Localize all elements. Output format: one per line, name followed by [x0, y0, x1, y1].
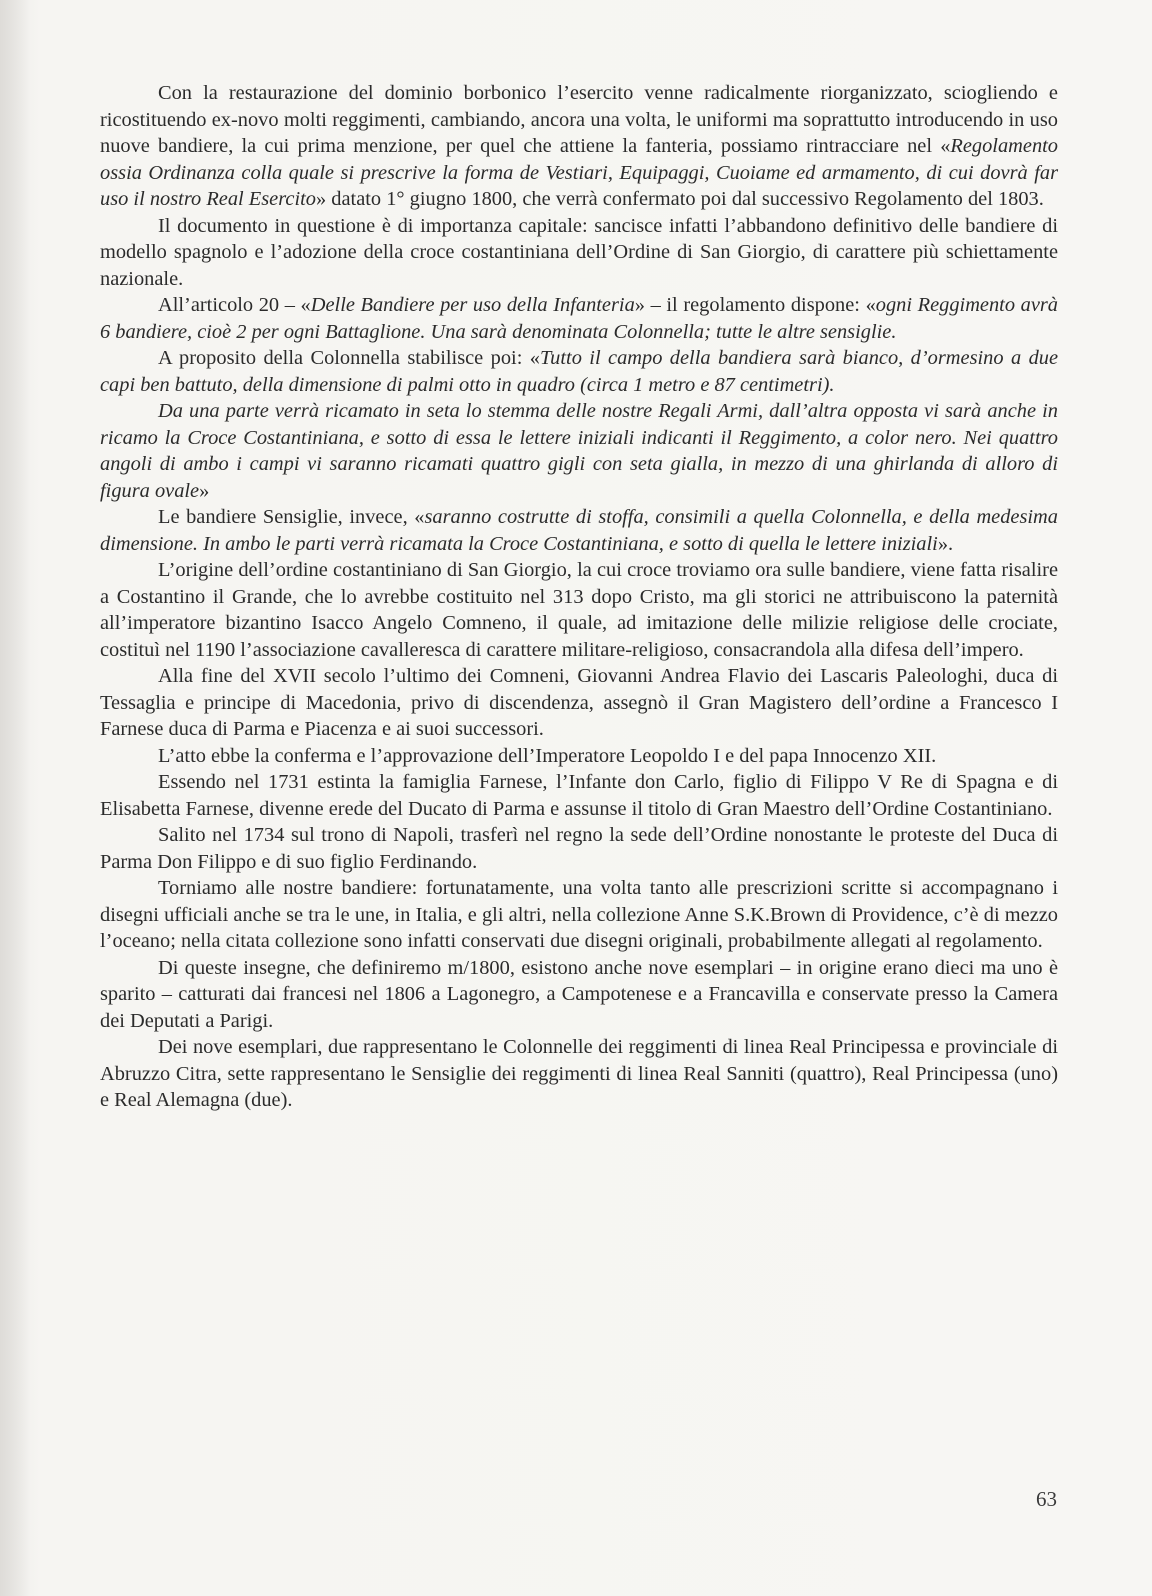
paragraph	[100, 504, 1058, 557]
binding-shadow	[0, 0, 30, 1596]
page-number: 63	[1036, 1487, 1057, 1511]
text-run: » datato 1° giugno 1800, che verrà confermato poi dal successivo Regolamento del 1803.	[315, 188, 1044, 210]
paragraph	[100, 213, 1058, 293]
text-run: A proposito della Colonnella stabilisce poi: «	[158, 347, 540, 369]
italic-quote: saranno costrutte di stoffa, consimili a quella Colonnella, e della medesima dimensione. In ambo le parti verrà ricamata la Croce Costantiniana, e sotto di quella le lettere iniziali	[100, 506, 1058, 555]
paragraph	[100, 875, 1058, 955]
text-run: All’articolo 20 – «	[158, 294, 311, 316]
text-run: Con la restaurazione del dominio borbonico l’esercito venne radicalmente riorganizzato, sciogliendo e ricostituendo ex-novo molti reggimenti, cambiando, ancora una volta, le uniformi ma soprattutto introducendo in uso nuove bandiere, la cui prima menzione, per quel che attiene la fanteria, possiamo rintracciare nel «	[100, 82, 1058, 157]
italic-quote: Tutto il campo della bandiera sarà bianco, d’ormesino a due capi ben battuto, della dimensione di palmi otto in quadro (circa 1 metro e 87 centimetri).	[100, 347, 1059, 396]
paragraph	[100, 955, 1058, 1035]
paragraph	[100, 663, 1058, 743]
paragraph	[100, 769, 1058, 822]
text-run: Alla fine del XVII secolo l’ultimo dei Comneni, Giovanni Andrea Flavio dei Lascaris Paleologhi, duca di Tessaglia e principe di Macedonia, privo di discendenza, assegnò il Gran Magistero dell’ordine a Francesco I Farnese duca di Parma e Piacenza e ai suoi successori.	[100, 665, 1058, 740]
paragraph	[100, 292, 1058, 345]
paragraph	[100, 743, 1058, 770]
text-run: » – il regolamento dispone: «	[634, 294, 876, 316]
italic-quote: Delle Bandiere per uso della Infanteria	[310, 294, 635, 316]
text-run: L’origine dell’ordine costantiniano di San Giorgio, la cui croce troviamo ora sulle bandiere, viene fatta risalire a Costantino il Grande, che lo avrebbe costituito nel 313 dopo Cristo, ma gli storici ne attribuiscono la paternità all’imperatore bizantino Isacco Angelo Comneno, il quale, ad imitazione delle milizie religiose delle crociate, costituì nel 1190 l’associazione cavalleresca di carattere militare-religioso, consacrandola alla difesa dell’impero.	[100, 559, 1058, 661]
text-run: Le bandiere Sensiglie, invece, «	[158, 506, 425, 528]
italic-quote: Regolamento ossia Ordinanza colla quale si prescrive la forma de Vestiari, Equipaggi, Cuoiame ed armamento, di cui dovrà far uso il nostro Real Esercito	[100, 135, 1058, 210]
text-run: Il documento in questione è di importanza capitale: sancisce infatti l’abbandono definitivo delle bandiere di modello spagnolo e l’adozione della croce costantiniana dell’Ordine di San Giorgio, di carattere più schiettamente nazionale.	[100, 214, 1058, 290]
paragraph	[100, 345, 1058, 398]
text-run: L’atto ebbe la conferma e l’approvazione dell’Imperatore Leopoldo I e del papa Innocenzo XII.	[158, 744, 937, 767]
paragraph	[100, 1034, 1058, 1114]
text-run: Dei nove esemplari, due rappresentano le Colonnelle dei reggimenti di linea Real Principessa e provinciale di Abruzzo Citra, sette rappresentano le Sensiglie dei reggimenti di linea Real Sanniti (quattro), Real Principessa (uno) e Real Alemagna (due).	[100, 1036, 1058, 1111]
body-text	[100, 80, 1058, 1114]
paragraph	[100, 557, 1058, 663]
italic-quote: ogni Reggimento avrà 6 bandiere, cioè 2 per ogni Battaglione. Una sarà denominata Colonnella; tutte le altre sensiglie.	[100, 294, 1059, 343]
text-run: ».	[937, 532, 954, 555]
text-run: Torniamo alle nostre bandiere: fortunatamente, una volta tanto alle prescrizioni scritte si accompagnano i disegni ufficiali anche se tra le une, in Italia, e gli altri, nella collezione Anne S.K.Brown di Providence, c’è di mezzo l’oceano; nella citata collezione sono infatti conservati due disegni originali, probabilmente allegati al regolamento.	[100, 877, 1058, 952]
italic-quote: Da una parte verrà ricamato in seta lo stemma delle nostre Regali Armi, dall’altra opposta vi sarà anche in ricamo la Croce Costantiniana, e sotto di essa le lettere iniziali indicanti il Reggimento, a color nero. Nei quattro angoli di ambo i campi vi saranno ricamati quattro gigli con seta gialla, in mezzo di una ghirlanda di alloro di figura ovale	[100, 400, 1058, 502]
text-run: »	[199, 479, 210, 502]
text-run: Essendo nel 1731 estinta la famiglia Farnese, l’Infante don Carlo, figlio di Filippo V Re di Spagna e di Elisabetta Farnese, divenne erede del Ducato di Parma e assunse il titolo di Gran Maestro dell’Ordine Costantiniano.	[100, 771, 1058, 820]
paragraph	[100, 80, 1058, 213]
paragraph	[100, 822, 1058, 875]
text-run: Salito nel 1734 sul trono di Napoli, trasferì nel regno la sede dell’Ordine nonostante le proteste del Duca di Parma Don Filippo e di suo figlio Ferdinando.	[100, 824, 1058, 873]
text-run: Di queste insegne, che definiremo m/1800, esistono anche nove esemplari – in origine erano dieci ma uno è sparito – catturati dai francesi nel 1806 a Lagonegro, a Campotenese e a Francavilla e conservate presso la Camera dei Deputati a Parigi.	[100, 956, 1058, 1032]
paragraph	[100, 398, 1058, 504]
